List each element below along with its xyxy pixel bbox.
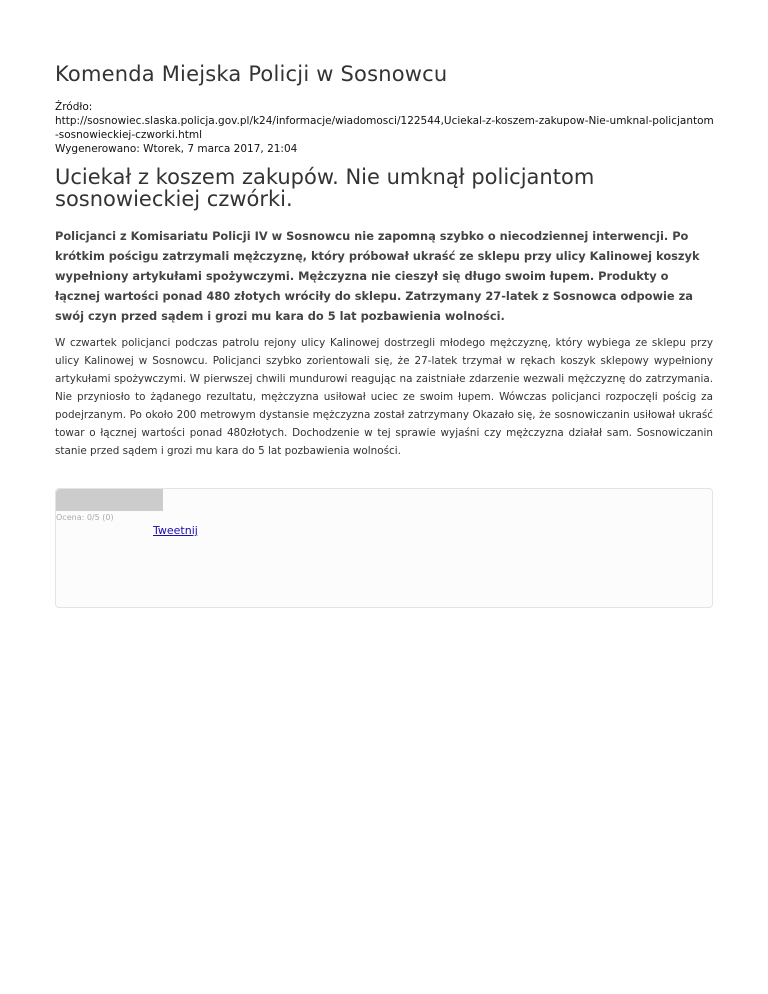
source-url-line-2: -sosnowieckiej-czworki.html	[55, 129, 202, 141]
source-url-line-1: http://sosnowiec.slaska.policja.gov.pl/k24/informacje/wiadomosci/122544,Uciekal-z-koszem-zakupow-Nie-umknal-policjantom	[55, 115, 714, 127]
generated-date: Wygenerowano: Wtorek, 7 marca 2017, 21:04	[55, 143, 298, 155]
site-title: Komenda Miejska Policji w Sosnowcu	[55, 62, 448, 86]
article-lead: Policjanci z Komisariatu Policji IV w Sosnowcu nie zapomną szybko o niecodziennej interwencji. Po krótkim pościgu zatrzymali mężczyznę, który próbował ukraść ze sklepu przy ulicy Kalinowej koszyk wypełniony artykułami spożywczymi. Mężczyzna nie cieszył się długo swoim łupem. Produkty o łącznej wartości ponad 480 złotych wróciły do sklepu. Zatrzymany 27-latek z Sosnowca odpowie za swój czyn przed sądem i grozi mu kara do 5 lat pozbawienia wolności.	[55, 229, 700, 323]
source-label: Źródło:	[55, 101, 93, 113]
article-title: Uciekał z koszem zakupów. Nie umknął policjantom sosnowieckiej czwórki.	[55, 165, 595, 211]
rating-box	[55, 488, 713, 608]
rating-stars-bar[interactable]	[56, 489, 163, 511]
source-info	[55, 100, 715, 156]
article-body: W czwartek policjanci podczas patrolu rejony ulicy Kalinowej dostrzegli młodego mężczyznę, który wybiega ze sklepu przy ulicy Kalinowej w Sosnowcu. Policjanci szybko zorientowali się, że 27-latek trzymał w rękach koszyk sklepowy wypełniony artykułami spożywczymi. W pierwszej chwili mundurowi reagując na zaistniałe zdarzenie wezwali mężczyznę do zatrzymania. Nie przyniosło to żądanego rezultatu, mężczyzna usiłował uciec ze swoim łupem. Wówczas policjanci rozpoczęli pościg za podejrzanym. Po około 200 metrowym dystansie mężczyzna został zatrzymany Okazało się, że sosnowiczanin usiłował ukraść towar o łącznej wartości ponad 480złotych. Dochodzenie w tej sprawie wyjaśni czy mężczyzna działał sam. Sosnowiczanin stanie przed sądem i grozi mu kara do 5 lat pozbawienia wolności.	[55, 337, 713, 457]
rating-label: Ocena: 0/5 (0)	[56, 513, 114, 522]
tweet-link[interactable]: Tweetnij	[153, 524, 198, 537]
